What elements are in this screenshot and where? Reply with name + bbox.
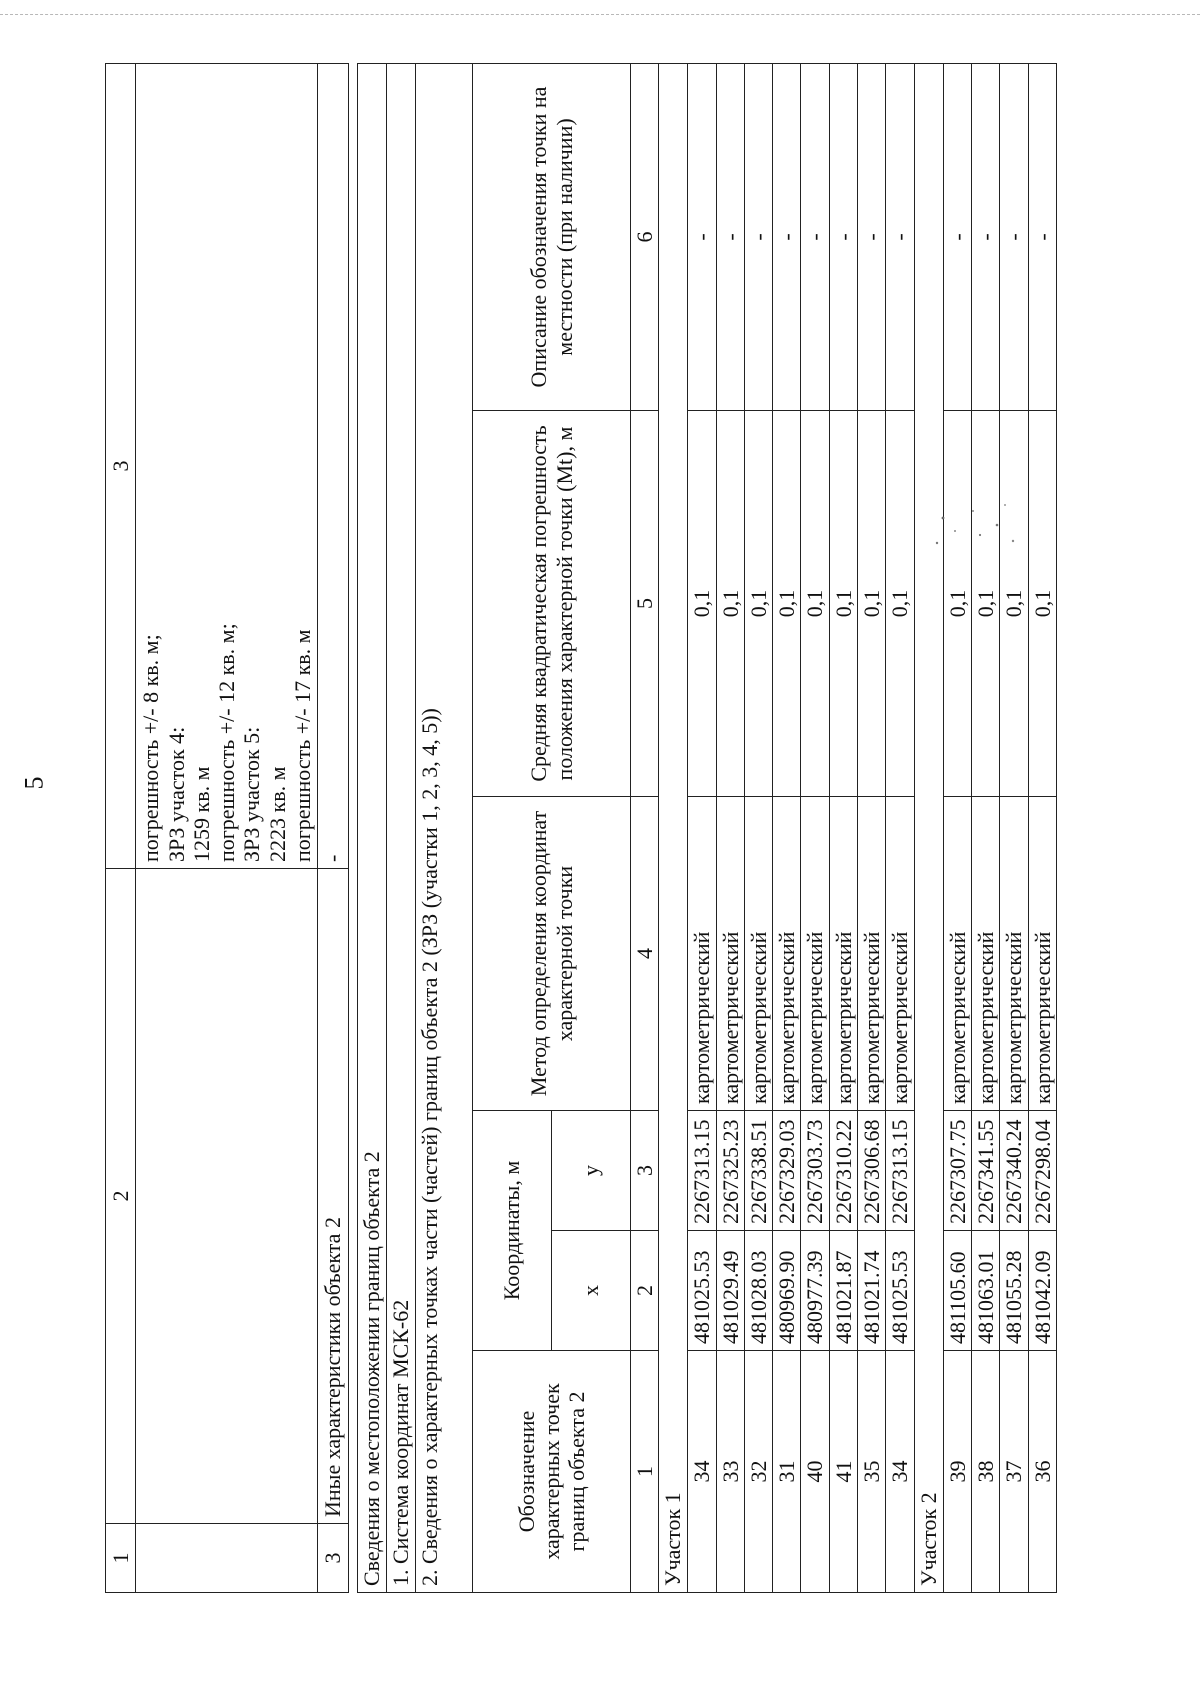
method-value: картометрический <box>801 797 829 1111</box>
mt-value: 0,1 <box>801 411 829 797</box>
point-number: 33 <box>716 1351 744 1593</box>
x-value: 481025.53 <box>688 1231 716 1351</box>
col-number: 6 <box>631 64 659 411</box>
coord-system-row <box>387 64 416 1593</box>
mt-value: 0,1 <box>1028 411 1056 797</box>
caption-gap-row <box>444 64 473 1593</box>
section-title: Участок 2 <box>914 64 943 1593</box>
point-number: 34 <box>886 1351 914 1593</box>
mt-value: 0,1 <box>688 411 716 797</box>
table-row <box>1028 64 1056 1593</box>
desc-value: - <box>858 64 886 411</box>
desc-value: - <box>801 64 829 411</box>
x-value: 481042.09 <box>1028 1231 1056 1351</box>
section-row <box>914 64 943 1593</box>
mt-value: 0,1 <box>886 411 914 797</box>
continuation-table <box>105 63 349 1593</box>
table-row <box>688 64 716 1593</box>
point-number: 32 <box>744 1351 772 1593</box>
x-value: 481063.01 <box>971 1231 999 1351</box>
point-number: 39 <box>943 1351 971 1593</box>
other-characteristics-row <box>318 64 348 1593</box>
section-title: Участок 1 <box>659 64 688 1593</box>
table-row <box>773 64 801 1593</box>
table-row <box>1000 64 1028 1593</box>
coordinates-table <box>357 63 1057 1593</box>
header-row-top <box>473 64 552 1593</box>
points-caption-row <box>416 64 445 1593</box>
point-number: 34 <box>688 1351 716 1593</box>
desc-value: - <box>773 64 801 411</box>
rotated-page-content <box>105 63 1065 1593</box>
method-value: картометрический <box>971 797 999 1111</box>
area-line: 1259 кв. м <box>188 766 214 862</box>
col-number: 4 <box>631 797 659 1111</box>
column-number-row <box>631 64 659 1593</box>
header-method: Метод определения координат характерной точки <box>473 797 631 1111</box>
scan-top-edge <box>0 14 1200 15</box>
point-number: 36 <box>1028 1351 1056 1593</box>
desc-value: - <box>744 64 772 411</box>
area-line: погрешность +/- 8 кв. м; <box>138 634 164 862</box>
point-number: 31 <box>773 1351 801 1593</box>
table-row <box>886 64 914 1593</box>
method-value: картометрический <box>716 797 744 1111</box>
y-value: 2267325.23 <box>716 1111 744 1231</box>
continued-label-cell <box>136 869 318 1524</box>
y-value: 2267340.24 <box>1000 1111 1028 1231</box>
mt-value: 0,1 <box>943 411 971 797</box>
continued-num-cell <box>136 1524 318 1593</box>
desc-value: - <box>971 64 999 411</box>
continued-value-cell <box>136 64 318 869</box>
x-value: 481028.03 <box>744 1231 772 1351</box>
mt-value: 0,1 <box>971 411 999 797</box>
table-row <box>971 64 999 1593</box>
header-mt: Средняя квадратическая погрешность положения характерной точки (Mt), м <box>473 411 631 797</box>
point-number: 41 <box>829 1351 857 1593</box>
col-header-3: 3 <box>106 64 136 869</box>
y-value: 2267313.15 <box>688 1111 716 1231</box>
point-number: 38 <box>971 1351 999 1593</box>
x-value: 481025.53 <box>886 1231 914 1351</box>
desc-value: - <box>1000 64 1028 411</box>
x-value: 481021.74 <box>858 1231 886 1351</box>
other-num: 3 <box>318 1524 348 1593</box>
col-number: 3 <box>631 1111 659 1231</box>
table-row <box>744 64 772 1593</box>
col-number: 5 <box>631 411 659 797</box>
table-title-row <box>358 64 387 1593</box>
point-number: 35 <box>858 1351 886 1593</box>
area-line: погрешность +/- 17 кв. м <box>290 629 316 862</box>
desc-value: - <box>1028 64 1056 411</box>
other-label: Иные характеристики объекта 2 <box>318 869 348 1524</box>
method-value: картометрический <box>744 797 772 1111</box>
table-row <box>858 64 886 1593</box>
desc-value: - <box>688 64 716 411</box>
continued-area-row <box>136 64 318 1593</box>
col-number: 2 <box>631 1231 659 1351</box>
desc-value: - <box>716 64 744 411</box>
section-row <box>659 64 688 1593</box>
method-value: картометрический <box>886 797 914 1111</box>
y-value: 2267307.75 <box>943 1111 971 1231</box>
mt-value: 0,1 <box>829 411 857 797</box>
table-row <box>943 64 971 1593</box>
caption-gap <box>444 64 473 1593</box>
y-value: 2267338.51 <box>744 1111 772 1231</box>
header-x: х <box>552 1231 631 1351</box>
header-coordinates: Координаты, м <box>473 1111 552 1351</box>
y-value: 2267329.03 <box>773 1111 801 1231</box>
page-number <box>20 777 50 790</box>
header-description: Описание обозначения точки на местности (при наличии) <box>473 64 631 411</box>
x-value: 481029.49 <box>716 1231 744 1351</box>
y-value: 2267313.15 <box>886 1111 914 1231</box>
col-header-1: 1 <box>106 1524 136 1593</box>
x-value: 480977.39 <box>801 1231 829 1351</box>
area-line: ЗРЗ участок 5: <box>239 726 265 862</box>
x-value: 481021.87 <box>829 1231 857 1351</box>
method-value: картометрический <box>943 797 971 1111</box>
header-point-label: Обозначение характерных точек границ объекта 2 <box>473 1351 631 1593</box>
area-line: 2223 кв. м <box>264 766 290 862</box>
point-number: 40 <box>801 1351 829 1593</box>
area-line: ЗРЗ участок 4: <box>163 726 189 862</box>
page-number-text: 5 <box>19 776 49 790</box>
mt-value: 0,1 <box>744 411 772 797</box>
mt-value: 0,1 <box>773 411 801 797</box>
y-value: 2267303.73 <box>801 1111 829 1231</box>
mt-value: 0,1 <box>1000 411 1028 797</box>
table-row <box>801 64 829 1593</box>
scan-noise-specks <box>925 493 1025 553</box>
method-value: картометрический <box>1028 797 1056 1111</box>
x-value: 481105.60 <box>943 1231 971 1351</box>
col-header-2: 2 <box>106 869 136 1524</box>
method-value: картометрический <box>688 797 716 1111</box>
continuation-header-row <box>106 64 136 1593</box>
points-caption: 2. Сведения о характерных точках части (частей) границ объекта 2 (ЗРЗ (участки 1, 2, 3, 4, 5)) <box>416 64 445 1593</box>
desc-value: - <box>886 64 914 411</box>
method-value: картометрический <box>858 797 886 1111</box>
mt-value: 0,1 <box>858 411 886 797</box>
method-value: картометрический <box>1000 797 1028 1111</box>
table-row <box>829 64 857 1593</box>
method-value: картометрический <box>773 797 801 1111</box>
y-value: 2267341.55 <box>971 1111 999 1231</box>
y-value: 2267306.68 <box>858 1111 886 1231</box>
table-row <box>716 64 744 1593</box>
desc-value: - <box>943 64 971 411</box>
table-title: Сведения о местоположении границ объекта 2 <box>358 64 387 1593</box>
col-number: 1 <box>631 1351 659 1593</box>
header-y: у <box>552 1111 631 1231</box>
y-value: 2267310.22 <box>829 1111 857 1231</box>
y-value: 2267298.04 <box>1028 1111 1056 1231</box>
method-value: картометрический <box>829 797 857 1111</box>
desc-value: - <box>829 64 857 411</box>
x-value: 480969.90 <box>773 1231 801 1351</box>
mt-value: 0,1 <box>716 411 744 797</box>
area-line: погрешность +/- 12 кв. м; <box>214 623 240 862</box>
point-number: 37 <box>1000 1351 1028 1593</box>
x-value: 481055.28 <box>1000 1231 1028 1351</box>
other-value: - <box>318 64 348 869</box>
coord-system: 1. Система координат МСК-62 <box>387 64 416 1593</box>
